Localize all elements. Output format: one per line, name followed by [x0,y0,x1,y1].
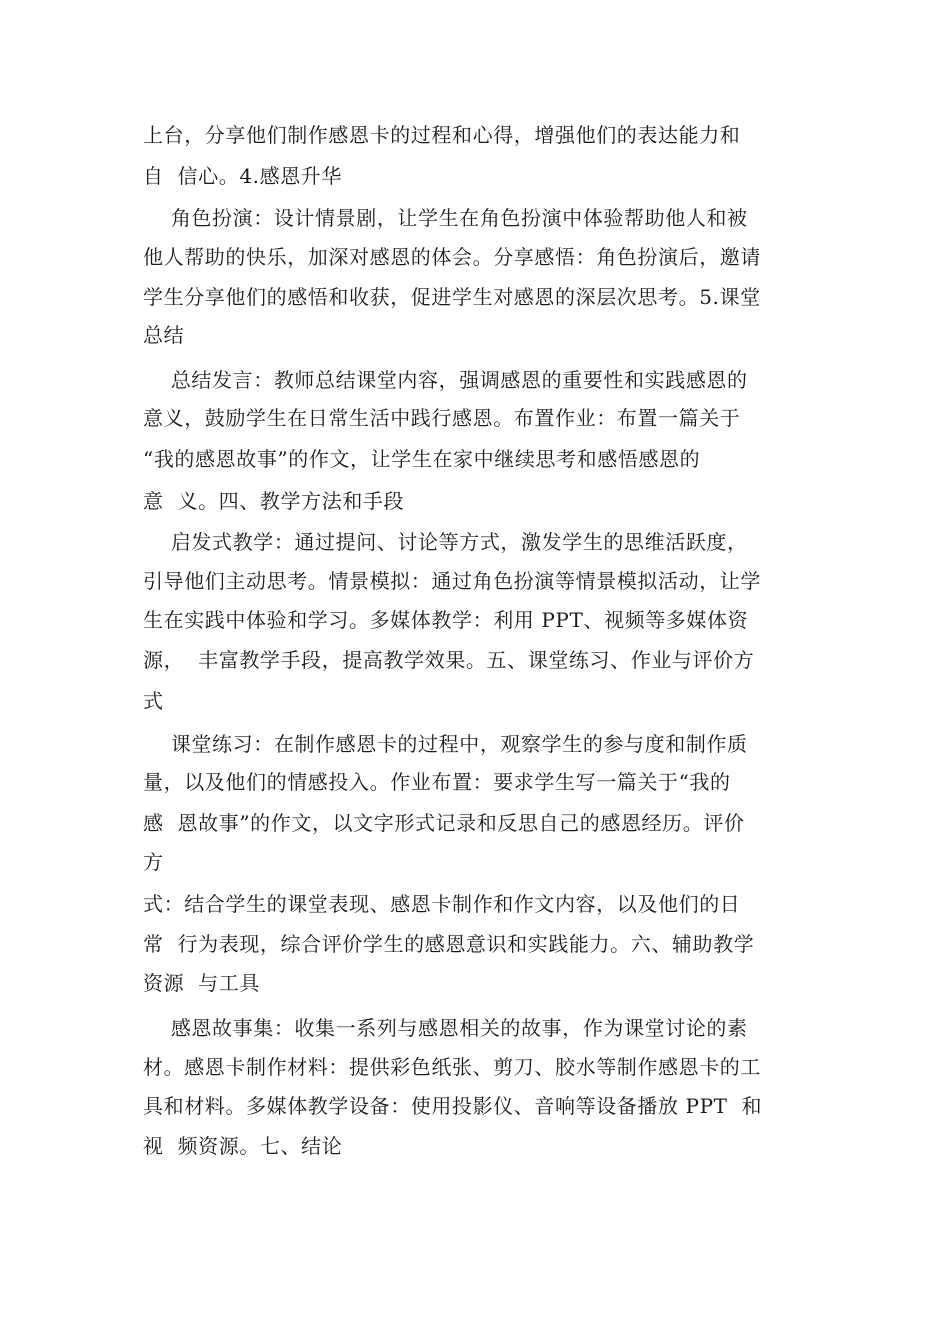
text-line: 资源 与工具 [143,971,260,995]
text-line: 总结发言：教师总结课堂内容，强调感恩的重要性和实践感恩的 [143,368,748,392]
text-line: 角色扮演：设计情景剧，让学生在角色扮演中体验帮助他人和被 [143,206,748,230]
text-line: 总结 [143,323,185,347]
text-line: 式：结合学生的课堂表现、感恩卡制作和作文内容，以及他们的日 [143,892,741,916]
text-line: 视 频资源。七、结论 [143,1134,343,1158]
text-line: 常 行为表现，综合评价学生的感恩意识和实践能力。六、辅助教学 [143,932,755,956]
text-line: 引导他们主动思考。情景模拟：通过角色扮演等情景模拟活动，让学 [143,569,761,593]
text-line: 启发式教学：通过提问、讨论等方式，激发学生的思维活跃度， [143,530,748,554]
text-line: 他人帮助的快乐，加深对感恩的体会。分享感悟：角色扮演后，邀请 [143,245,761,269]
text-line: 意义，鼓励学生在日常生活中践行感恩。布置作业：布置一篇关于 [143,406,741,430]
text-line: 意 义。四、教学方法和手段 [143,489,405,513]
text-line: 课堂练习：在制作感恩卡的过程中，观察学生的参与度和制作质 [143,732,748,756]
text-line: 量，以及他们的情感投入。作业布置：要求学生写一篇关于“我的 [143,770,731,794]
text-line: 自 信心。4.感恩升华 [143,164,342,188]
text-line: 上台，分享他们制作感恩卡的过程和心得，增强他们的表达能力和 [143,123,741,147]
text-line: 源， 丰富教学手段，提高教学效果。五、课堂练习、作业与评价方 [143,648,755,672]
text-line: 学生分享他们的感悟和收获，促进学生对感恩的深层次思考。5.课堂 [143,285,761,309]
text-line: “我的感恩故事”的作文，让学生在家中继续思考和感悟感恩的 [143,447,701,471]
text-line: 方 [143,850,164,874]
text-line: 式 [143,689,164,713]
text-line: 具和材料。多媒体教学设备：使用投影仪、音响等设备播放 PPT 和 [143,1094,763,1118]
text-line: 材。感恩卡制作材料：提供彩色纸张、剪刀、胶水等制作感恩卡的工 [143,1055,761,1079]
text-line: 感恩故事集：收集一系列与感恩相关的故事，作为课堂讨论的素 [143,1016,748,1040]
text-line: 生在实践中体验和学习。多媒体教学：利用 PPT、视频等多媒体资 [143,608,749,632]
text-line: 感 恩故事”的作文，以文字形式记录和反思自己的感恩经历。评价 [143,811,745,835]
